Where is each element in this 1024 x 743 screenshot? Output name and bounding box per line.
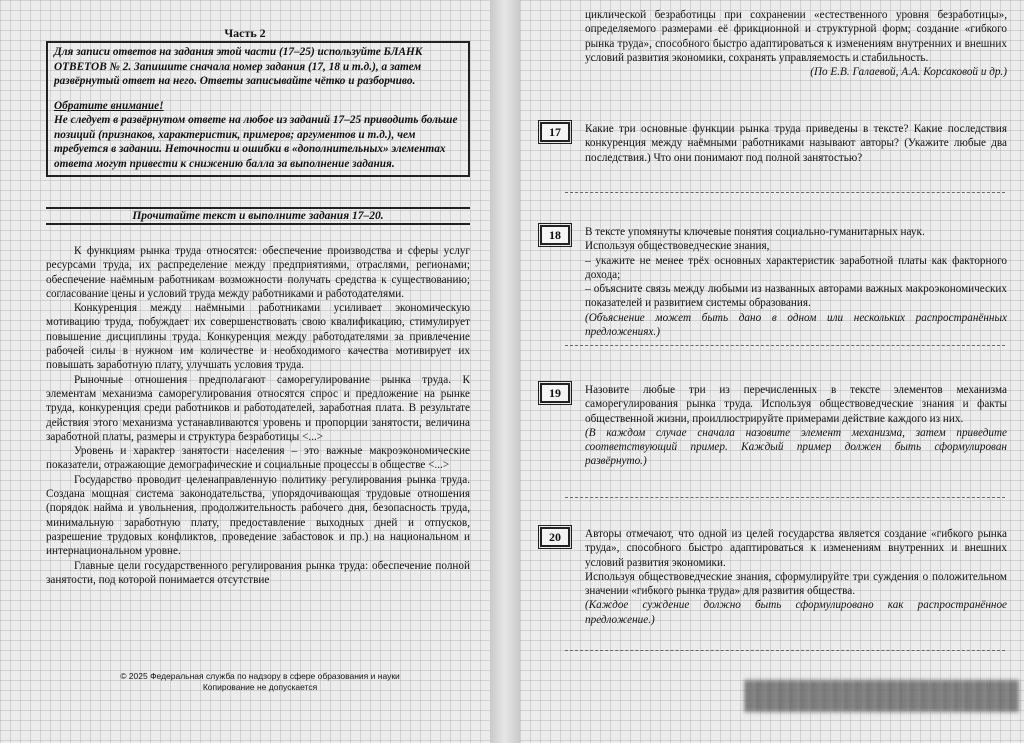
question-19 (585, 383, 1007, 469)
separator (565, 192, 1005, 193)
separator (565, 497, 1005, 498)
question-18 (585, 225, 1007, 339)
footer-line: Копирование не допускается (202, 682, 318, 692)
question-number-20: 20 (540, 527, 570, 547)
separator (565, 345, 1005, 346)
text-paragraph: К функциям рынка труда относятся: обеспечение производства и сферы услуг ресурсами труда, их распределение между предприятиями, отраслями, регионами; обеспечение наёмным работникам возможности получать средства к существованию; согласование цены и условий труда между работниками и работодателями. (46, 245, 470, 300)
barcode (745, 680, 1020, 712)
question-18-line: – укажите не менее трёх основных характеристик заработной платы как факторного дохода; (585, 254, 1007, 281)
question-19-text: Назовите любые три из перечисленных в тексте элементов механизма саморегулирования рынка труда. Используя обществоведческие знания и факты общественной жизни, проиллюстрируйте примерами действие каждого из них. (585, 384, 1007, 425)
question-20-text: Авторы отмечают, что одной из целей государства является создание «гибкого рынка труда», способного быстро адаптироваться к изменениям внутренних и внешних условий развития экономики. (585, 528, 1007, 569)
book-gutter (490, 0, 520, 743)
question-number-18: 18 (540, 225, 570, 245)
question-18-line: Используя обществоведческие знания, (585, 240, 770, 253)
text-continuation (585, 8, 1007, 79)
text-paragraph: Конкуренция между наёмными работниками усиливает экономическую мотивацию труда, побуждает их совершенствовать свою квалификацию, стимулирует повышение дисциплины труда. Конкуренция между работодателями за привлечение рабочей силы в нужном им количестве и необходимого качества мотивирует их повышать заработную плату, улучшать условия труда. (46, 302, 470, 372)
question-17-text: Какие три основные функции рынка труда приведены в тексте? Какие последствия конкуренция между наёмными работниками называют авторы? (Укажите любые два последствия.) Что они понимают под полной занятостью? (585, 123, 1007, 164)
question-18-line: – объясните связь между любыми из названных авторами важных макроэкономических показателей и развитием системы образования. (585, 283, 1007, 310)
copyright-footer (60, 671, 460, 693)
source-text (46, 244, 470, 587)
text-paragraph: Рыночные отношения предполагают саморегулирование рынка труда. К элементам механизма саморегулирования относятся спрос и предложение на рынке труда, конкуренция среди работников и работодателей, заработная плата. В результате действия этого механизма устанавливаются уровень и пропорции занятости, величина заработной платы, размеры и структура безработицы <...> (46, 373, 470, 443)
separator (565, 650, 1005, 651)
question-20 (585, 527, 1007, 627)
read-instruction: Прочитайте текст и выполните задания 17–20. (46, 207, 470, 225)
footer-line: © 2025 Федеральная служба по надзору в сфере образования и науки (120, 671, 400, 681)
instructions-box (46, 41, 470, 177)
text-paragraph: Главные цели государственного регулирования рынка труда: обеспечение полной занятости, под которой понимается отсутствие (46, 559, 470, 586)
continuation-text: циклической безработицы при сохранении «естественного уровня безработицы», определяемого размерами её фрикционной и структурной форм; создание «гибкого рынка труда», способного быстро адаптироваться к изменениям внутренних и внешних условий развития экономики, сохранять управляемость и стабильность. (585, 9, 1007, 64)
part-title: Часть 2 (224, 26, 266, 40)
question-18-hint: (Объяснение может быть дано в одном или нескольких распространённых предложениях.) (585, 311, 1007, 339)
attention-text: Не следует в развёрнутом ответе на любое из заданий 17–25 приводить больше позиций (признаков, характеристик, примеров; аргументов и т.д.), чем требуется в задании. Неточности и ошибки в «дополнительных» элементах ответа могут привести к снижению балла за выполнение задания. (54, 114, 458, 170)
left-page (0, 0, 490, 743)
question-17 (585, 122, 1007, 165)
question-20-hint: (Каждое суждение должно быть сформулировано как распространённое предложение.) (585, 599, 1007, 626)
question-20-text2: Используя обществоведческие знания, сформулируйте три суждения о положительном значении «гибкого рынка труда» для развития общества. (585, 570, 1007, 598)
instructions-text: Для записи ответов на задания этой части (17–25) используйте БЛАНК ОТВЕТОВ № 2. Запишите сначала номер задания (17, 18 и т.д.), а затем развёрнутый ответ на него. Ответы записывайте чётко и разборчиво. (54, 46, 423, 87)
question-number-17: 17 (540, 122, 570, 142)
question-19-hint: (В каждом случае сначала назовите элемент механизма, затем приведите соответствующий пример. Каждый пример должен быть сформулирован развёрнуто.) (585, 426, 1007, 468)
attention-title: Обратите внимание! (54, 99, 164, 112)
text-paragraph: Государство проводит целенаправленную политику регулирования рынка труда. Создана мощная система законодательства, упорядочивающая трудовые отношения (порядок найма и увольнения, продолжительность рабочего дня, безопасность труда, минимальную заработную плату, предоставление выходных дней и отпусков, разрешение трудовых конфликтов, проведение забастовок и пр.) на национальном и интернациональном уровне. (46, 473, 470, 558)
question-18-line: В тексте упомянуты ключевые понятия социально-гуманитарных наук. (585, 226, 925, 238)
text-paragraph: Уровень и характер занятости населения – это важные макроэкономические показатели, отражающие демографические и социальные процессы в обществе <...> (46, 445, 470, 472)
right-page (520, 0, 1024, 743)
attribution: (По Е.В. Галаевой, А.А. Корсаковой и др.) (810, 66, 1007, 79)
question-number-19: 19 (540, 383, 570, 403)
